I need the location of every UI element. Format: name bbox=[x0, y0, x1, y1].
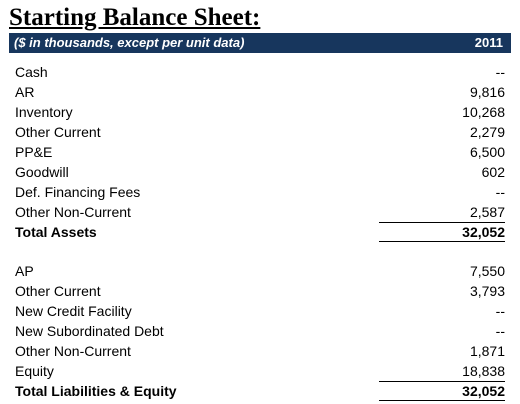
row-label: Other Current bbox=[15, 124, 101, 140]
row-value: 1,871 bbox=[469, 343, 505, 359]
total-label: Total Assets bbox=[15, 224, 97, 240]
row-label: New Credit Facility bbox=[15, 303, 132, 319]
row-label: PP&E bbox=[15, 144, 53, 160]
table-row bbox=[15, 122, 505, 142]
table-row bbox=[15, 341, 505, 361]
row-label: New Subordinated Debt bbox=[15, 323, 164, 339]
total-value: 32,052 bbox=[462, 224, 505, 240]
table-row bbox=[15, 281, 505, 301]
table-row bbox=[15, 62, 505, 82]
row-label: Other Non-Current bbox=[15, 204, 131, 220]
liabilities-section bbox=[15, 261, 505, 401]
units-note: ($ in thousands, except per unit data) bbox=[14, 35, 245, 50]
row-value: 2,587 bbox=[469, 204, 505, 220]
row-label: Other Non-Current bbox=[15, 343, 131, 359]
table-header bbox=[9, 33, 511, 53]
row-label: AR bbox=[15, 84, 35, 100]
total-value-box bbox=[379, 222, 505, 242]
row-value: -- bbox=[495, 64, 505, 80]
total-value-box bbox=[379, 381, 505, 401]
row-value: 9,816 bbox=[469, 84, 505, 100]
row-value: -- bbox=[495, 184, 505, 200]
table-row bbox=[15, 142, 505, 162]
table-row bbox=[15, 301, 505, 321]
total-liabilities-equity-row bbox=[15, 381, 505, 401]
row-label: Def. Financing Fees bbox=[15, 184, 141, 200]
table-row bbox=[15, 82, 505, 102]
table-row bbox=[15, 202, 505, 222]
row-value: -- bbox=[495, 323, 505, 339]
table-row bbox=[15, 182, 505, 202]
row-label: Inventory bbox=[15, 104, 73, 120]
year-column-header: 2011 bbox=[474, 35, 503, 50]
row-label: Cash bbox=[15, 64, 48, 80]
row-value: 7,550 bbox=[469, 263, 505, 279]
row-label: Other Current bbox=[15, 283, 101, 299]
table-row bbox=[15, 321, 505, 341]
row-label: Equity bbox=[15, 363, 54, 379]
row-value: 602 bbox=[481, 164, 505, 180]
total-label: Total Liabilities & Equity bbox=[15, 383, 177, 399]
row-value: 6,500 bbox=[469, 144, 505, 160]
row-label: Goodwill bbox=[15, 164, 69, 180]
table-row bbox=[15, 261, 505, 281]
table-row bbox=[15, 162, 505, 182]
assets-section bbox=[15, 62, 505, 242]
row-value: 3,793 bbox=[469, 283, 505, 299]
row-value: 18,838 bbox=[462, 363, 505, 379]
total-value: 32,052 bbox=[462, 383, 505, 399]
row-value: 10,268 bbox=[462, 104, 505, 120]
total-assets-row bbox=[15, 222, 505, 242]
row-label: AP bbox=[15, 263, 34, 279]
row-value: 2,279 bbox=[469, 124, 505, 140]
row-value: -- bbox=[495, 303, 505, 319]
table-row bbox=[15, 361, 505, 381]
page-title: Starting Balance Sheet: bbox=[9, 4, 261, 31]
table-row bbox=[15, 102, 505, 122]
